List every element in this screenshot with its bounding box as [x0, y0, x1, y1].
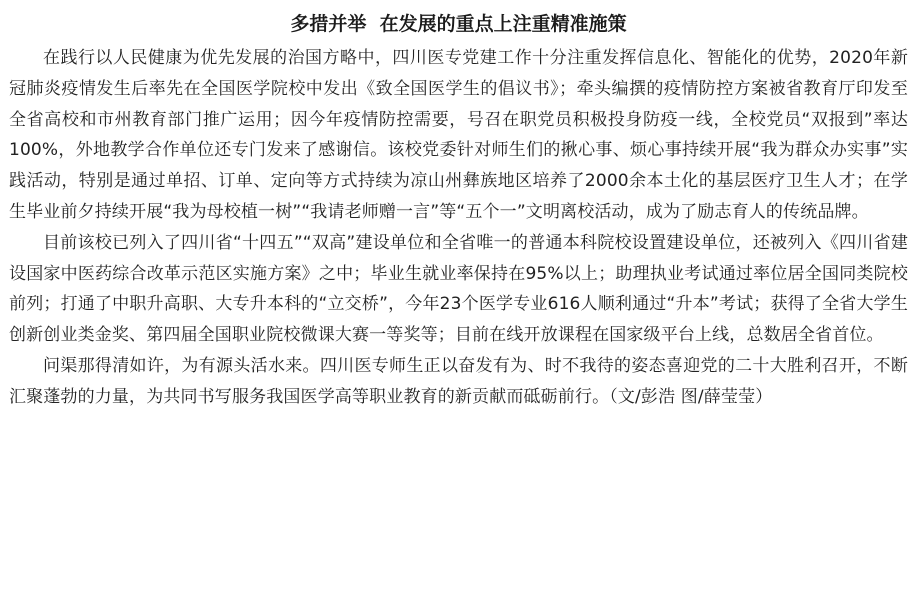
article-title: 多措并举 在发展的重点上注重精准施策	[290, 13, 627, 35]
article-paragraph-1: 在践行以人民健康为优先发展的治国方略中，四川医专党建工作十分注重发挥信息化、智能化的优势，2020年新冠肺炎疫情发生后率先在全国医学院校中发出《致全国医学生的倡议书》；牵头编撰的疫情防控方案被省教育厅印发至全省高校和市州教育部门推广运用；因今年疫情防控需要，号召在职党员积极投身防疫一线，全校党员“双报到”率达100%，外地教学合作单位还专门发来了感谢信。该校党委针对师生们的揪心事、烦心事持续开展“我为群众办实事”实践活动，特别是通过单招、订单、定向等方式持续为凉山州彝族地区培养了2000余本土化的基层医疗卫生人才；在学生毕业前夕持续开展“我为母校植一树”“我请老师赠一言”等“五个一”文明离校活动，成为了励志育人的传统品牌。	[9, 48, 908, 222]
article-paragraph-3: 问渠那得清如许，为有源头活水来。四川医专师生正以奋发有为、时不我待的姿态喜迎党的二十大胜利召开，不断汇聚蓬勃的力量，为共同书写服务我国医学高等职业教育的新贡献而砥砺前行。（文/彭浩 图/薛莹莹）	[9, 355, 908, 407]
article-paragraph-2: 目前该校已列入了四川省“十四五”“双高”建设单位和全省唯一的普通本科院校设置建设单位，还被列入《四川省建设国家中医药综合改革示范区实施方案》之中；毕业生就业率保持在95%以上；助理执业考试通过率位居全国同类院校前列；打通了中职升高职、大专升本科的“立交桥”，今年23个医学专业616人顺利通过“升本”考试；获得了全省大学生创新创业类金奖、第四届全国职业院校微课大赛一等奖等；目前在线开放课程在国家级平台上线，总数居全省首位。	[9, 232, 908, 346]
